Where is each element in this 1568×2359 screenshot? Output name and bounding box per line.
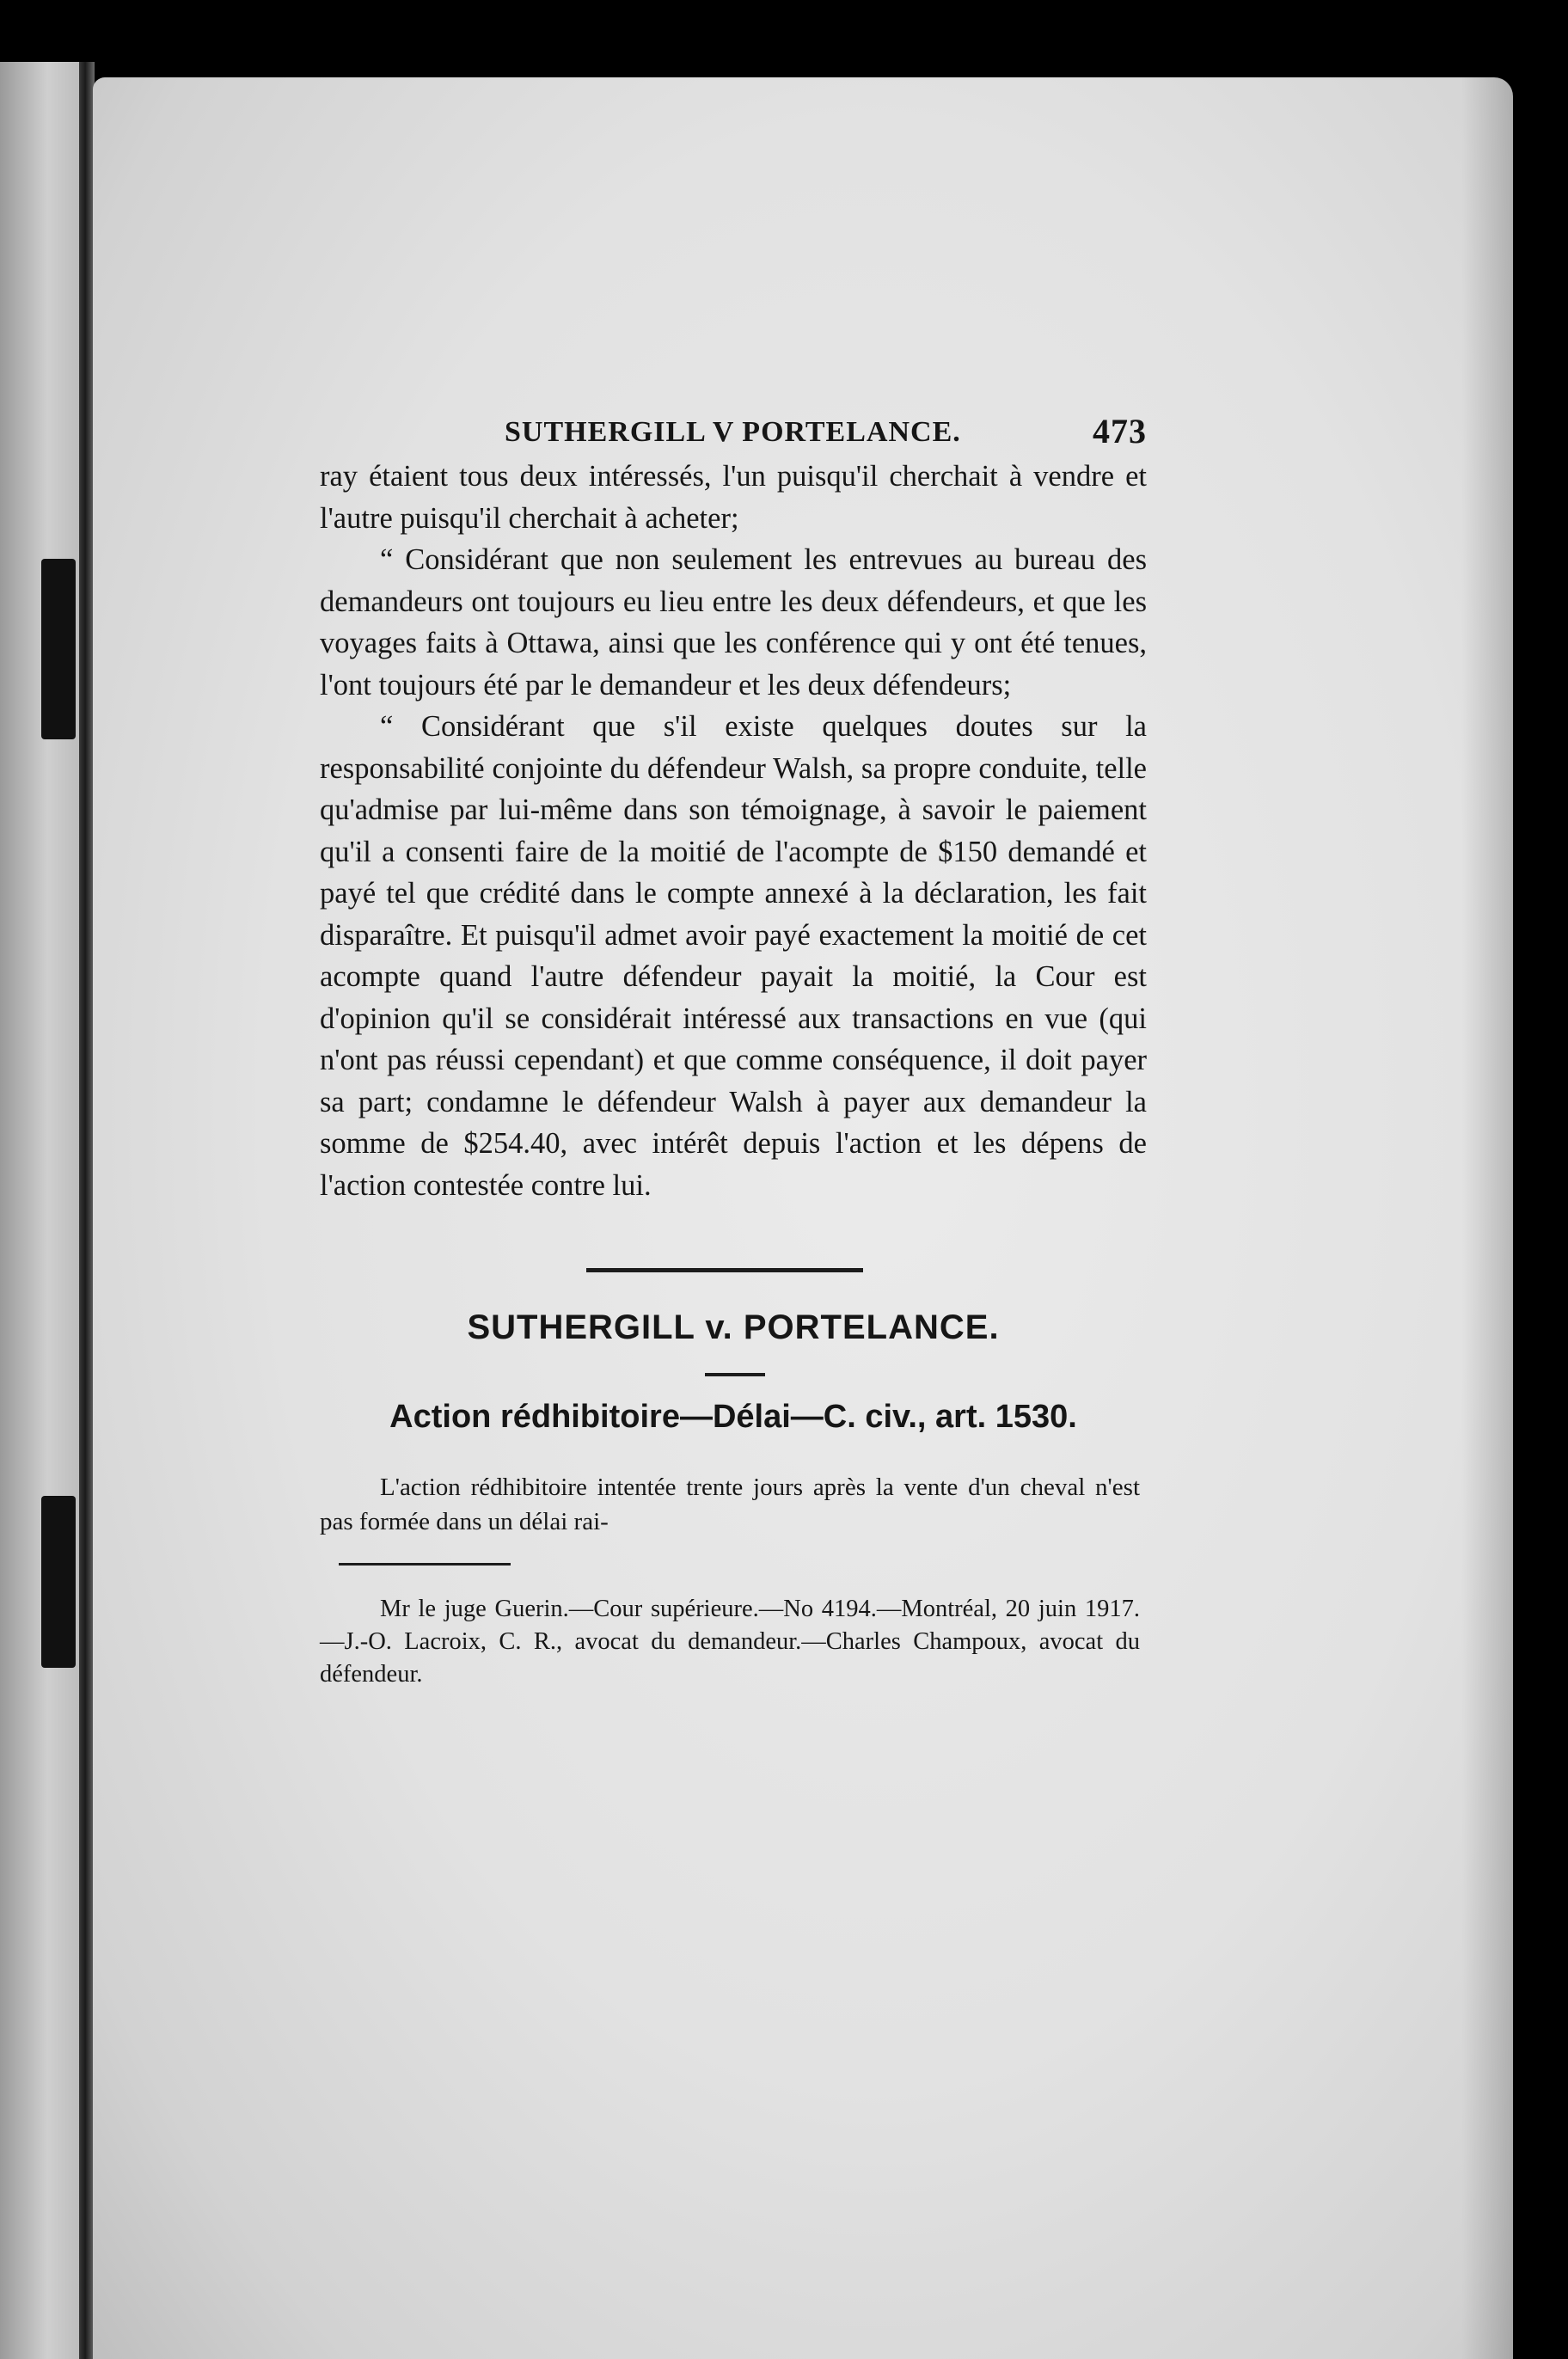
title-rule [705, 1373, 765, 1376]
running-head [320, 404, 1147, 456]
footnote: Mr le juge Guerin.—Cour supérieure.—No 4194.—Montréal, 20 juin 1917.—J.-O. Lacroix, C. R., avocat du demandeur.—Charles Champoux, avocat du défendeur. [320, 1596, 1140, 1688]
page-number: 473 [1093, 412, 1147, 450]
binding-clip-bottom [41, 1496, 76, 1668]
section-divider [586, 1268, 863, 1272]
footnote-rule [339, 1563, 511, 1566]
headnote-title: Action rédhibitoire—Délai—C. civ., art. 1530. [389, 1399, 1077, 1435]
page-content [320, 404, 1147, 1691]
body-paragraph: ray étaient tous deux intéressés, l'un puisqu'il cherchait à vendre et l'autre puisqu'il cherchait à acheter; [320, 460, 1147, 535]
case-title: SUTHERGILL v. PORTELANCE. [467, 1308, 1000, 1346]
body-paragraph: “ Considérant que non seulement les entrevues au bureau des demandeurs ont toujours eu lieu entre les deux défendeurs, et que les voyages faits à Ottawa, ainsi que les conférence qui y ont été tenues, l'ont toujours été par le demandeur et les deux défendeurs; [320, 543, 1147, 702]
binding-clip-top [41, 559, 76, 739]
facing-page-edge [0, 62, 79, 2359]
case-summary: L'action rédhibitoire intentée trente jours après la vente d'un cheval n'est pas formée dans un délai rai- [320, 1474, 1140, 1535]
running-head-title: SUTHERGILL V PORTELANCE. [505, 416, 961, 448]
body-paragraph: “ Considérant que s'il existe quelques doutes sur la responsabilité conjointe du défendeur Walsh, sa propre conduite, telle qu'admise par lui-même dans son témoignage, à savoir le paiement qu'il a consenti faire de la moitié de l'acompte de $150 demandé et payé tel que crédité dans le compte annexé à la déclaration, les fait disparaître. Et puisqu'il admet avoir payé exactement la moitié de cet acompte quand l'autre défendeur payait la moitié, la Cour est d'opinion qu'il se considérait intéressé aux transactions en vue (qui n'ont pas réussi cependant) et que comme conséquence, il doit payer sa part; condamne le défendeur Walsh à payer aux demandeur la somme de $254.40, avec intérêt depuis l'action et les dépens de l'action contestée contre lui. [320, 710, 1147, 1202]
